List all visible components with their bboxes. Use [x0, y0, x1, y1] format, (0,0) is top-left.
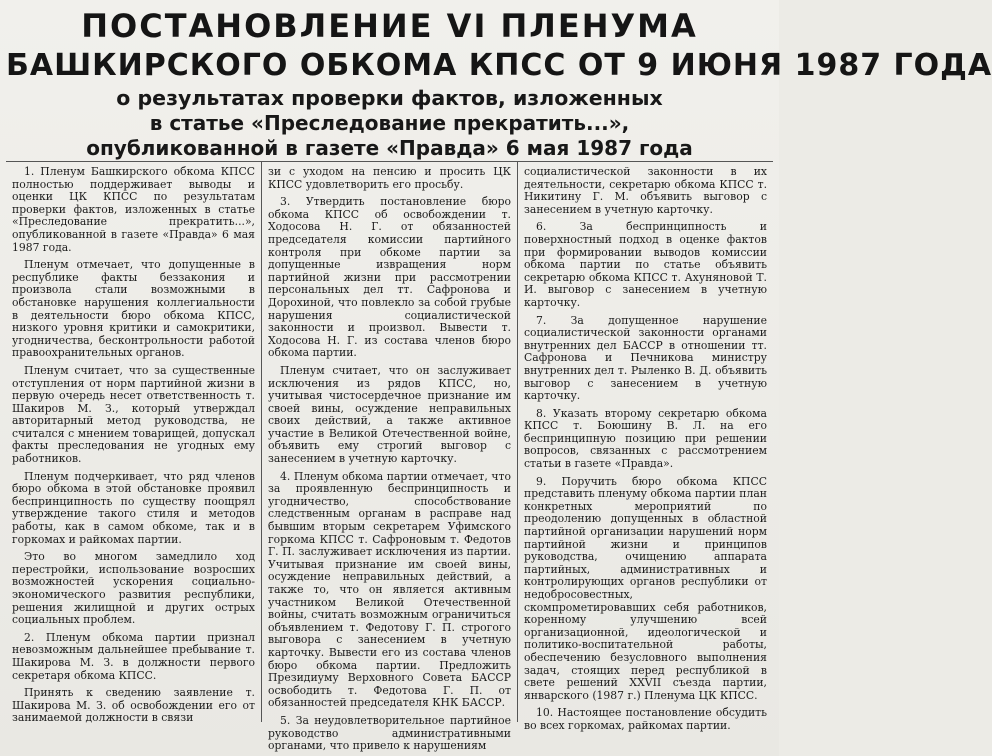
paragraph: зи с уходом на пенсию и просить ЦК КПСС удовлетворить его просьбу. — [268, 165, 511, 191]
paragraph: Пленум считает, что он заслуживает исключения из рядов КПСС, но, учитывая чистосердечное признание им своей вины, осуждение неправильных своих действий, а также активное участие в Великой Отечественной войне, объявить ему строгий выговор с занесением в учетную карточку. — [268, 363, 511, 466]
paragraph: Это во многом замедлило ход перестройки, использование возросших возможностей ускорения социально-экономического развития республики, решения жилищной и других острых социальных проблем. — [12, 550, 255, 627]
title-line-1: ПОСТАНОВЛЕНИЕ VI ПЛЕНУМА — [81, 7, 698, 45]
column-3 — [517, 162, 773, 732]
paragraph: Пленум считает, что за существенные отступления от норм партийной жизни в первую очередь несет ответственность т. Шакиров М. З., который утверждал авторитарный метод руководства, не считался с мнением товарищей, допускал факты преследования не угодных ему работников. — [12, 363, 255, 466]
article-columns — [6, 161, 773, 753]
paragraph: 9. Поручить бюро обкома КПСС представить пленуму обкома партии план конкретных мероприятий по преодолению допущенных в областной партийной организации нарушений норм партийной жизни и принципов руководства, очищению аппарата партийных, административных и контролирующих органов республики от недобросовестных, скомпрометировавших себя работников, коренному улучшению всей организационной, идеологической и политико-воспитательной работы, обеспечению безусловного выполнения задач, стоящих перед республикой в свете решений XXVII съезда партии, январского (1987 г.) Пленума ЦК КПСС. — [524, 474, 767, 702]
paragraph: 5. За неудовлетворительное партийное руководство административными органами, что привело к нарушениям — [268, 713, 511, 753]
subtitle-line-2: в статье «Преследование прекратить...», — [149, 111, 630, 135]
paragraph: 7. За допущенное нарушение социалистической законности органами внутренних дел БАССР в отношении тт. Сафронова и Печникова министру внутренних дел т. Рыленко В. Д. объявить выговор с занесением в учетную карточку. — [524, 313, 767, 403]
paragraph: 6. За беспринципность и поверхностный подход в оценке фактов при формировании выводов комиссии обкома партии по статье объявить секретарю обкома КПСС т. Ахуняновой Т. И. выговор с занесением в учетную карточку. — [524, 220, 767, 309]
paragraph: 8. Указать второму секретарю обкома КПСС т. Боюшину В. Л. на его беспринципную позицию при решении вопросов, связанных с рассмотрением статьи в газете «Правда». — [524, 406, 767, 471]
subtitle-line-1: о результатах проверки фактов, изложенных — [116, 86, 663, 110]
column-2 — [261, 162, 517, 753]
paragraph: социалистической законности в их деятельности, секретарю обкома КПСС т. Никитину Г. М. объявить выговор с занесением в учетную карточку. — [524, 165, 767, 216]
paragraph: 1. Пленум Башкирского обкома КПСС полностью поддерживает выводы и оценки ЦК КПСС по результатам проверки фактов, изложенных в статье «Преследование прекратить...», опубликованной в газете «Правда» 6 мая 1987 года. — [12, 165, 255, 254]
paragraph: 10. Настоящее постановление обсудить во всех горкомах, райкомах партии. — [524, 706, 767, 732]
column-1 — [6, 162, 261, 725]
paragraph: Принять к сведению заявление т. Шакирова М. З. об освобождении его от занимаемой должности в связи — [12, 686, 255, 725]
paragraph: Пленум подчеркивает, что ряд членов бюро обкома в этой обстановке проявил беспринципность по существу поощрял утверждение такого стиля и методов работы, как в самом обкоме, так и в горкомах и райкомах партии. — [12, 469, 255, 546]
paragraph: Пленум отмечает, что допущенные в республике факты беззакония и произвола стали возможными в обстановке нарушения коллегиальности в деятельности бюро обкома КПСС, низкого уровня критики и самокритики, угодничества, бесконтрольности работой правоохранительных органов. — [12, 258, 255, 360]
paragraph: 3. Утвердить постановление бюро обкома КПСС об освобождении т. Ходосова Н. Г. от обязанностей председателя комиссии партийного контроля при обкоме партии за допущенные извращения норм партийной жизни при рассмотрении персональных дел тт. Сафронова и Дорохиной, что повлекло за собой грубые нарушения социалистической законности и произвол. Вывести т. Ходосова Н. Г. из состава членов бюро обкома партии. — [268, 195, 511, 360]
paragraph: 2. Пленум обкома партии признал невозможным дальнейшее пребывание т. Шакирова М. З. в должности первого секретаря обкома КПСС. — [12, 630, 255, 682]
article-header — [6, 6, 992, 161]
paragraph: 4. Пленум обкома партии отмечает, что за проявленную беспринципность и угодничество, способствование следственным органам в расправе над бывшим вторым секретарем Уфимского горкома КПСС т. Сафроновым т. Федотов Г. П. заслуживает исключения из партии. Учитывая признание им своей вины, осуждение неправильных действий, а также то, что он является активным участником Великой Отечественной войны, считать возможным ограничиться объявлением т. Федотову Г. П. строгого выговора с занесением в учетную карточку. Вывести его из состава членов бюро обкома партии. Предложить Президиуму Верховного Совета БАССР освободить т. Федотова Г. П. от обязанностей председателя КНК БАССР. — [268, 469, 511, 710]
title-line-2: БАШКИРСКОГО ОБКОМА КПСС ОТ 9 ИЮНЯ 1987 ГОДА — [6, 48, 992, 83]
subtitle-line-3: опубликованной в газете «Правда» 6 мая 1987 года — [86, 136, 693, 160]
